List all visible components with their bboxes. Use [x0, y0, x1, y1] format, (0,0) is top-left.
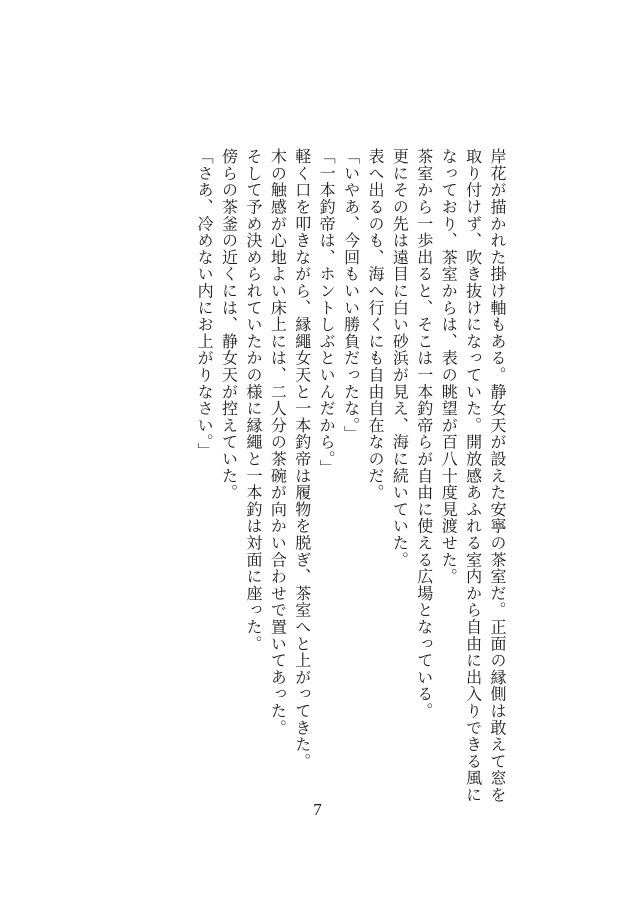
text-line: 「一本釣帝は、ホントしぶといんだから。」: [317, 148, 337, 476]
text-line: 更にその先は遠目に白い砂浜が見え、海に続いていた。: [390, 148, 410, 568]
text-line: 茶室から一歩出ると、そこは一本釣帝らが自由に使える広場となっている。: [414, 148, 434, 720]
vertical-text-body: [192, 148, 509, 804]
text-line: 傍らの茶釜の近くには、静女天が控えていた。: [219, 148, 239, 501]
text-line: 岸花が描かれた掛け軸もある。静女天が設えた安寧の茶室だ。正面の縁側は敢えて窓を: [488, 148, 507, 804]
text-line: 表へ出るのも、海へ行くにも自由自在なのだ。: [365, 148, 385, 501]
text-line: なっており、茶室からは、表の眺望が百八十度見渡せた。: [439, 148, 459, 585]
text-line: 軽く口を叩きながら、縁繩女天と一本釣帝は履物を脱ぎ、茶室へと上がってきた。: [292, 148, 312, 770]
text-line: 取り付けず、吹き抜けになっていた。開放感あふれる室内から自由に出入りできる風に: [463, 148, 483, 804]
page-number: 7: [313, 800, 322, 819]
text-line: 「いやあ、今回もいい勝負だったな。」: [341, 148, 361, 443]
text-line: 「さあ、冷めない内にお上がりなさい。」: [195, 148, 215, 460]
text-line: 木の触感が心地よい床上には、二人分の茶碗が向かい合わせで置いてあった。: [268, 148, 288, 736]
text-line: そして予め決められていたかの様に縁繩と一本釣は対面に座った。: [243, 148, 263, 652]
